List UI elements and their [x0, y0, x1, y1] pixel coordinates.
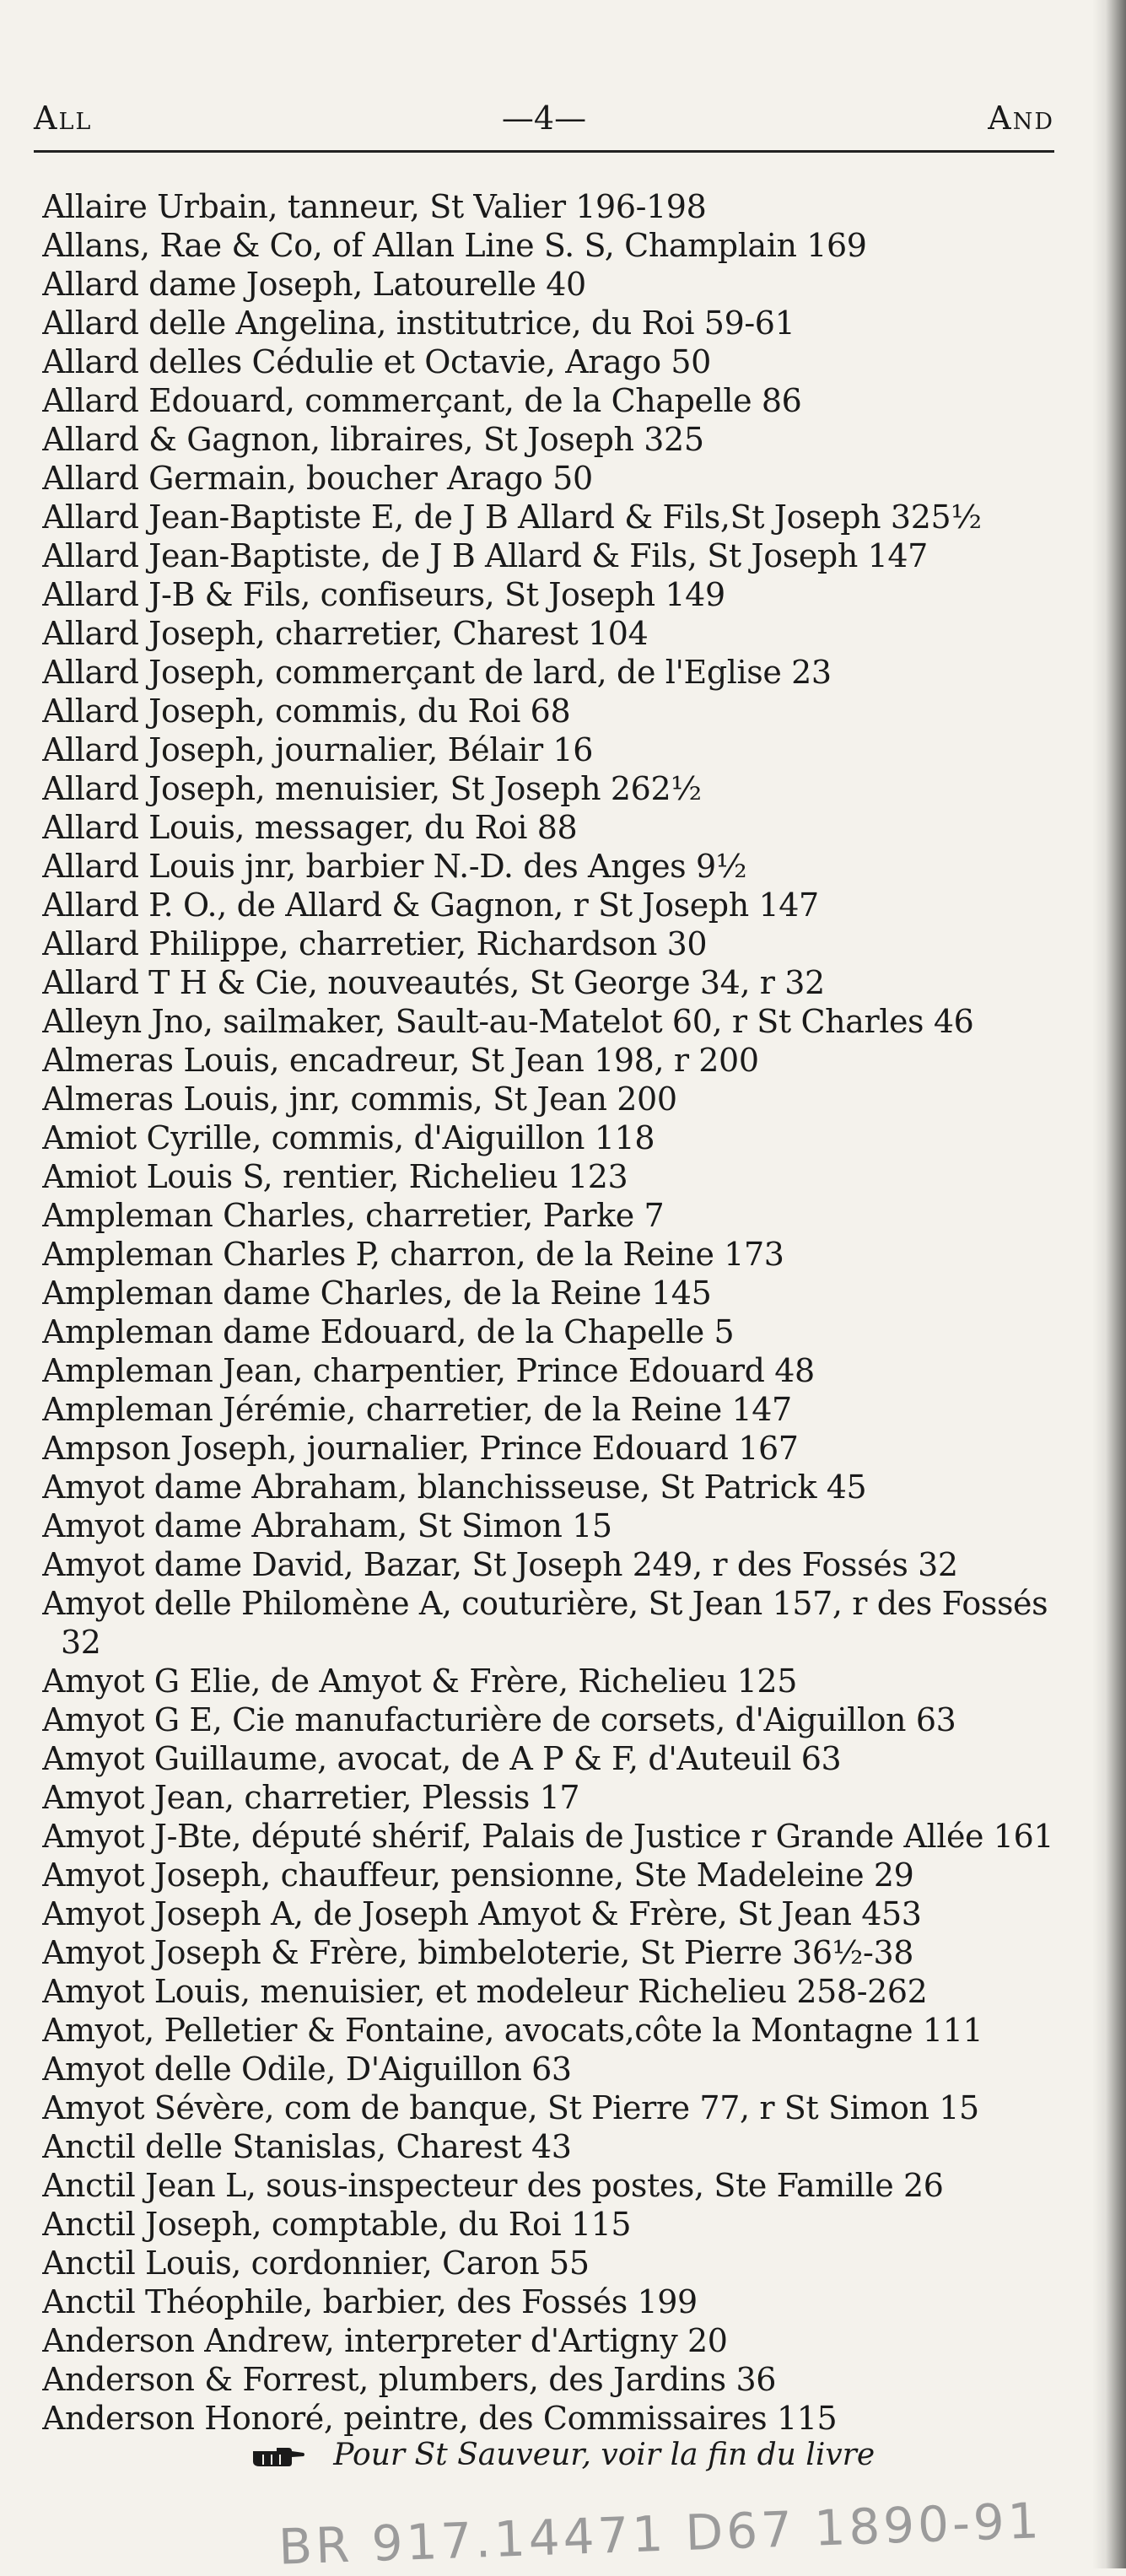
directory-entry: Allard dame Joseph, Latourelle 40 — [42, 266, 586, 303]
directory-entry: Anctil Jean L, sous-inspecteur des postes, Ste Famille 26 — [42, 2167, 944, 2204]
directory-entry: Allard Joseph, commis, du Roi 68 — [42, 693, 571, 730]
directory-entry: Amyot, Pelletier & Fontaine, avocats,côte la Montagne 111 — [42, 2012, 983, 2049]
directory-entry: Amyot dame Abraham, St Simon 15 — [42, 1507, 612, 1544]
directory-entry: Alleyn Jno, sailmaker, Sault-au-Matelot 60, r St Charles 46 — [42, 1003, 974, 1040]
directory-entry: Allard & Gagnon, libraires, St Joseph 325 — [42, 421, 704, 458]
directory-entry: Allard P. O., de Allard & Gagnon, r St Joseph 147 — [42, 887, 819, 924]
directory-entry: Allard Jean-Baptiste E, de J B Allard & Fils,St Joseph 325½ — [42, 498, 982, 536]
page-number: —4— — [501, 100, 587, 137]
directory-entry: Almeras Louis, encadreur, St Jean 198, r 200 — [42, 1042, 759, 1079]
directory-entry: Allard delles Cédulie et Octavie, Arago 50 — [42, 343, 711, 380]
directory-entry: Amyot Sévère, com de banque, St Pierre 77, r St Simon 15 — [42, 2089, 979, 2126]
directory-entry: Amyot J-Bte, député shérif, Palais de Justice r Grande Allée 161 — [42, 1818, 1054, 1855]
directory-entry: Ampleman dame Edouard, de la Chapelle 5 — [42, 1313, 735, 1350]
directory-entry: Anderson Honoré, peintre, des Commissaires 115 — [42, 2400, 838, 2437]
directory-entry: Ampleman Charles, charretier, Parke 7 — [42, 1197, 665, 1234]
directory-entry: Amyot Joseph, chauffeur, pensionne, Ste Madeleine 29 — [42, 1857, 914, 1894]
directory-entry: Ampleman Jean, charpentier, Prince Edouard 48 — [42, 1352, 815, 1389]
directory-entry: Amyot Jean, charretier, Plessis 17 — [42, 1779, 580, 1816]
directory-entry: Allard Joseph, commerçant de lard, de l'Eglise 23 — [42, 654, 832, 691]
directory-entry: Anctil Louis, cordonnier, Caron 55 — [42, 2245, 590, 2282]
directory-entry: Allans, Rae & Co, of Allan Line S. S, Champlain 169 — [42, 227, 867, 264]
directory-entry: Anctil Joseph, comptable, du Roi 115 — [42, 2206, 632, 2243]
directory-entry: Ampleman Charles P, charron, de la Reine 173 — [42, 1236, 784, 1273]
directory-entry: Amiot Louis S, rentier, Richelieu 123 — [42, 1158, 628, 1195]
directory-entry: Ampleman Jérémie, charretier, de la Reine 147 — [42, 1391, 792, 1428]
directory-entry: Allard Joseph, menuisier, St Joseph 262½ — [42, 770, 702, 807]
directory-entry: Anctil delle Stanislas, Charest 43 — [42, 2128, 572, 2165]
directory-entry: Allard J-B & Fils, confiseurs, St Joseph 149 — [42, 576, 725, 613]
header-right-guide-word: And — [988, 100, 1054, 137]
footer-text: Pour St Sauveur, voir la fin du livre — [333, 2438, 875, 2472]
directory-entry: Ampson Joseph, journalier, Prince Edouard 167 — [42, 1430, 799, 1467]
directory-entry: Amyot dame David, Bazar, St Joseph 249, r des Fossés 32 — [42, 1546, 958, 1583]
directory-entry: Allard T H & Cie, nouveautés, St George 34, r 32 — [42, 964, 825, 1001]
footer-note — [0, 2438, 1126, 2472]
directory-entry: Allard Louis, messager, du Roi 88 — [42, 809, 578, 846]
directory-entry: Allard Joseph, charretier, Charest 104 — [42, 615, 649, 652]
directory-entry: Allard Louis jnr, barbier N.-D. des Anges 9½ — [42, 848, 747, 885]
directory-entry: Anderson Andrew, interpreter d'Artigny 20 — [42, 2322, 728, 2359]
directory-entry: Amyot Joseph A, de Joseph Amyot & Frère, St Jean 453 — [42, 1895, 922, 1932]
directory-entry: Amyot delle Odile, D'Aiguillon 63 — [42, 2051, 572, 2088]
directory-entry: Allard Philippe, charretier, Richardson 30 — [42, 925, 708, 962]
directory-entry: Anctil Théophile, barbier, des Fossés 199 — [42, 2283, 698, 2320]
directory-entry: Amyot Guillaume, avocat, de A P & F, d'Auteuil 63 — [42, 1740, 842, 1777]
running-header — [34, 100, 1054, 150]
handwritten-call-number: BR 917.14471 D67 1890-91 — [277, 2492, 1043, 2576]
directory-entry: Allard Germain, boucher Arago 50 — [42, 460, 593, 497]
directory-entry: Allard delle Angelina, institutrice, du Roi 59-61 — [42, 304, 795, 342]
directory-entry: Ampleman dame Charles, de la Reine 145 — [42, 1275, 712, 1312]
directory-entry: Almeras Louis, jnr, commis, St Jean 200 — [42, 1081, 677, 1118]
directory-entry: Amyot G Elie, de Amyot & Frère, Richelieu 125 — [42, 1663, 797, 1700]
directory-entry: Allard Jean-Baptiste, de J B Allard & Fils, St Joseph 147 — [42, 537, 928, 574]
directory-entry: Amyot Joseph & Frère, bimbeloterie, St Pierre 36½-38 — [42, 1934, 914, 1971]
directory-entry: Allard Edouard, commerçant, de la Chapelle 86 — [42, 382, 802, 419]
header-left-guide-word: All — [34, 100, 93, 137]
pointing-hand-icon — [251, 2446, 305, 2468]
header-rule — [34, 150, 1054, 153]
page-edge-shadow — [1092, 0, 1126, 2568]
directory-entry: Allard Joseph, journalier, Bélair 16 — [42, 731, 593, 768]
directory-entry: Amyot delle Philomène A, couturière, St Jean 157, r des Fossés 32 — [42, 1585, 1048, 1661]
directory-entry: Anderson & Forrest, plumbers, des Jardins 36 — [42, 2361, 777, 2398]
directory-entry: Allaire Urbain, tanneur, St Valier 196-198 — [42, 188, 707, 225]
directory-entries — [42, 187, 1075, 2438]
directory-entry: Amiot Cyrille, commis, d'Aiguillon 118 — [42, 1119, 655, 1156]
directory-entry: Amyot Louis, menuisier, et modeleur Richelieu 258-262 — [42, 1973, 928, 2010]
directory-entry: Amyot G E, Cie manufacturière de corsets, d'Aiguillon 63 — [42, 1701, 956, 1738]
directory-entry: Amyot dame Abraham, blanchisseuse, St Patrick 45 — [42, 1469, 867, 1506]
